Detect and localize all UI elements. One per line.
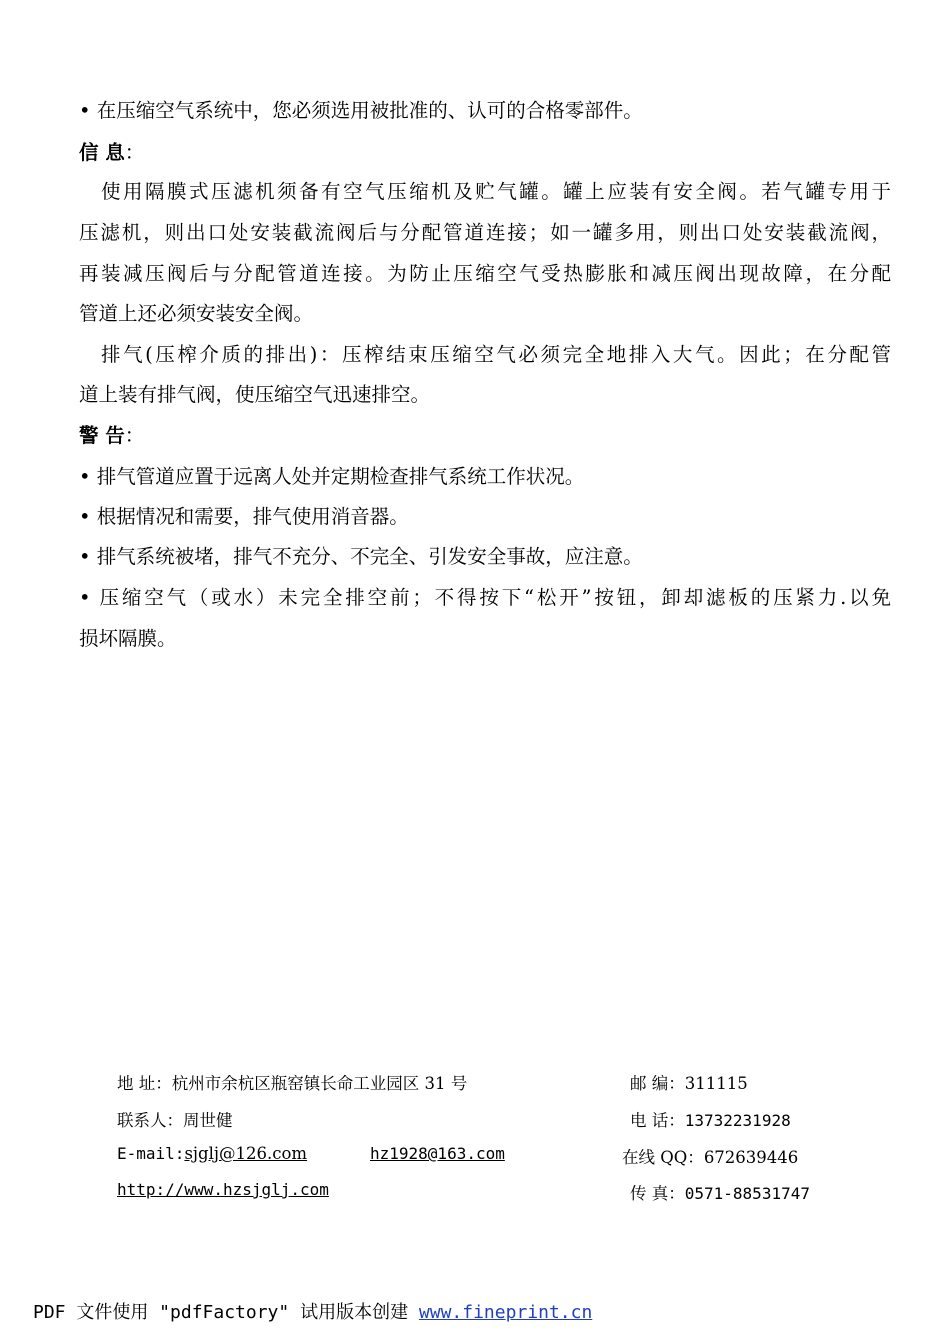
email-label: E-mail: bbox=[117, 1144, 185, 1163]
warning-item-4-line-1: • 压缩空气（或水）未完全排空前；不得按下“松开”按钮，卸却滤板的压紧力.以免 bbox=[79, 586, 891, 609]
phone-value: 13732231928 bbox=[684, 1111, 791, 1130]
address bbox=[117, 1070, 467, 1094]
email-link-1[interactable]: sjglj@126.com bbox=[184, 1144, 308, 1163]
info-paragraph-line-4: 管道上还必须安装安全阀。 bbox=[79, 302, 314, 325]
email-row bbox=[117, 1144, 307, 1163]
warning-item-3: • 排气系统被堵，排气不充分、不完全、引发安全事故，应注意。 bbox=[79, 545, 643, 568]
address-label: 地 址： bbox=[117, 1074, 172, 1093]
contact-label: 联系人： bbox=[117, 1111, 183, 1130]
info-paragraph-line-2: 压滤机，则出口处安装截流阀后与分配管道连接；如一罐多用，则出口处安装截流阀， bbox=[79, 221, 891, 244]
phone bbox=[630, 1107, 791, 1131]
postcode bbox=[630, 1070, 748, 1094]
info-paragraph-line-3: 再装减压阀后与分配管道连接。为防止压缩空气受热膨胀和减压阀出现故障，在分配 bbox=[79, 262, 891, 285]
exhaust-paragraph-line-1: 排气(压榨介质的排出)：压榨结束压缩空气必须完全地排入大气。因此；在分配管 bbox=[101, 343, 891, 366]
fax bbox=[630, 1180, 810, 1204]
contact-value: 周世健 bbox=[183, 1111, 233, 1130]
fax-value: 0571-88531747 bbox=[684, 1184, 810, 1203]
website-row bbox=[117, 1180, 329, 1199]
pdf-factory-note bbox=[33, 1298, 592, 1324]
postcode-label: 邮 编： bbox=[630, 1074, 685, 1093]
fineprint-link[interactable]: www.fineprint.cn bbox=[418, 1302, 593, 1323]
fax-label: 传 真： bbox=[630, 1184, 685, 1203]
qq bbox=[622, 1144, 798, 1168]
info-heading bbox=[79, 141, 144, 165]
warning-item-4-line-2: 损坏隔膜。 bbox=[79, 627, 177, 650]
warning-heading-colon: ： bbox=[124, 424, 145, 447]
email-link-2[interactable]: hz1928@163.com bbox=[370, 1144, 505, 1163]
phone-label: 电 话： bbox=[630, 1111, 685, 1130]
address-value: 杭州市余杭区瓶窑镇长命工业园区 31 号 bbox=[171, 1074, 468, 1093]
qq-label: 在线 QQ： bbox=[622, 1148, 704, 1167]
postcode-value: 311115 bbox=[684, 1074, 748, 1093]
warning-heading-text: 警 告 bbox=[79, 424, 125, 447]
exhaust-paragraph-line-2: 道上装有排气阀，使压缩空气迅速排空。 bbox=[79, 383, 431, 406]
info-heading-colon: ： bbox=[124, 141, 145, 164]
bullet-approved-parts: • 在压缩空气系统中，您必须选用被批准的、认可的合格零部件。 bbox=[79, 99, 643, 122]
info-paragraph-line-1: 使用隔膜式压滤机须备有空气压缩机及贮气罐。罐上应装有安全阀。若气罐专用于 bbox=[101, 180, 891, 203]
email-row-2 bbox=[370, 1144, 505, 1163]
warning-heading bbox=[79, 424, 144, 448]
pdf-note-text: PDF 文件使用 "pdfFactory" 试用版本创建 bbox=[33, 1302, 419, 1323]
warning-item-1: • 排气管道应置于远离人处并定期检查排气系统工作状况。 bbox=[79, 465, 585, 488]
warning-item-2: • 根据情况和需要，排气使用消音器。 bbox=[79, 505, 409, 528]
contact bbox=[117, 1107, 233, 1131]
qq-value: 672639446 bbox=[703, 1148, 799, 1167]
website-link[interactable]: http://www.hzsjglj.com bbox=[117, 1180, 329, 1199]
info-heading-text: 信 息 bbox=[79, 141, 125, 164]
